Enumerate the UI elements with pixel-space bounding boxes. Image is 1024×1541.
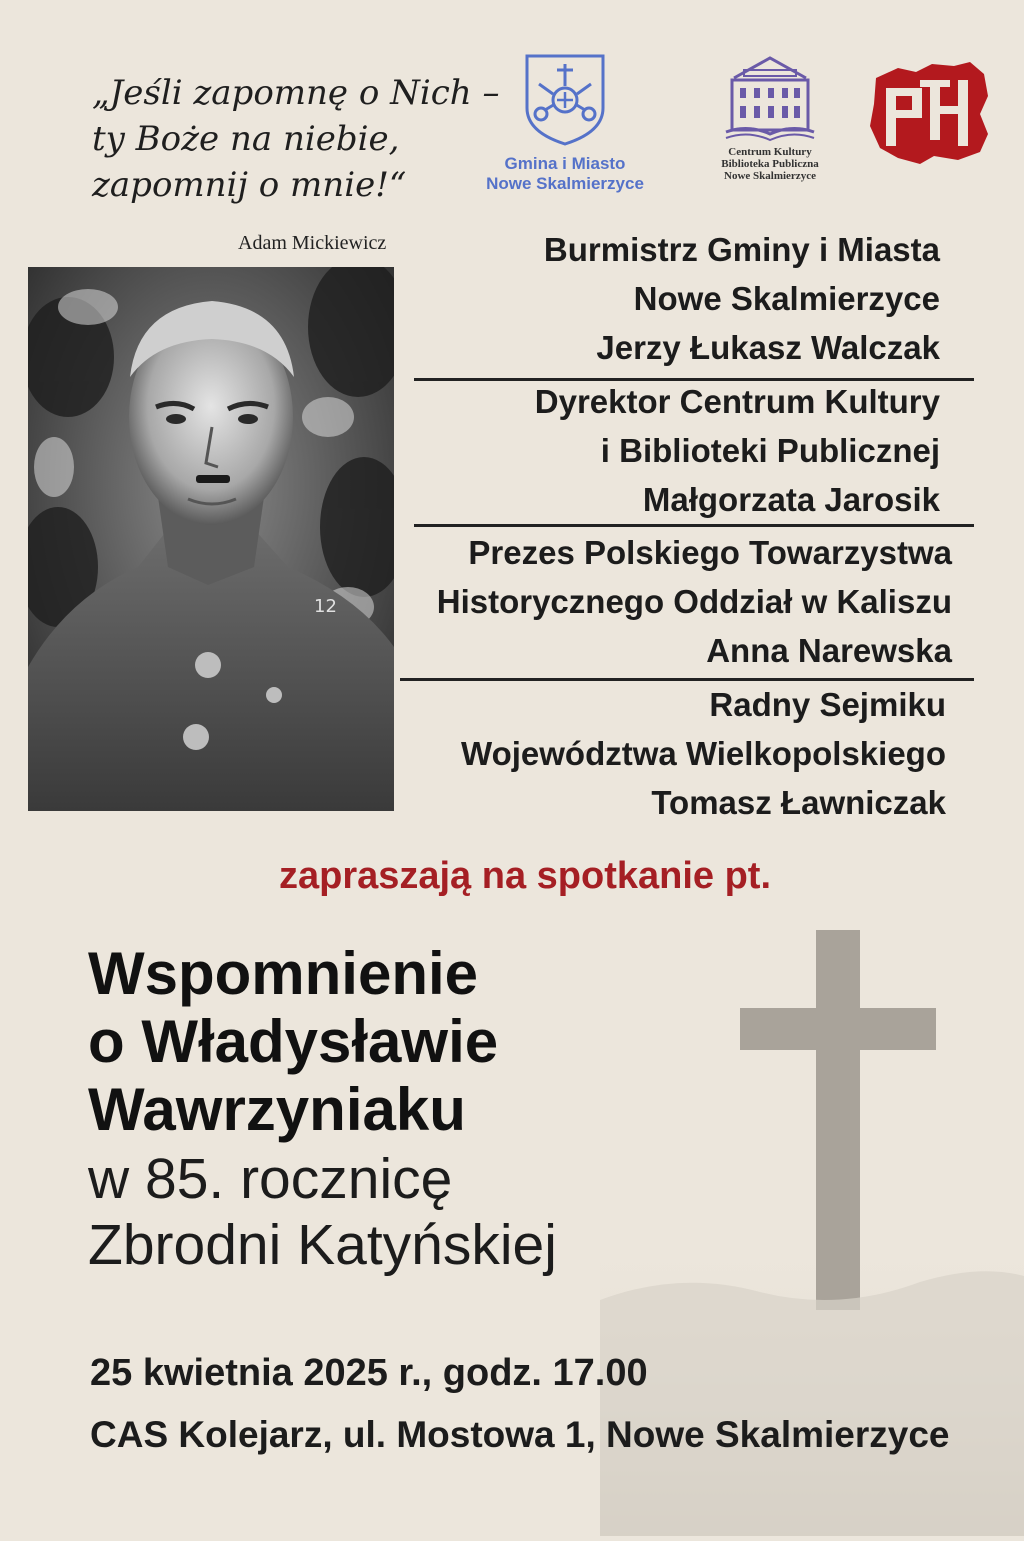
centrum-name-line2: Biblioteka Publiczna	[721, 158, 819, 170]
quote-line: „Jeśli zapomnę o Nich –	[92, 73, 500, 113]
organizer-line: Radny Sejmiku	[709, 686, 946, 723]
event-title	[88, 940, 498, 1144]
title-line: Wawrzyniaku	[88, 1076, 466, 1143]
centrum-kultury-logo	[700, 52, 840, 182]
quote-line: zapomnij o mnie!“	[92, 165, 407, 205]
organizer-line: Jerzy Łukasz Walczak	[596, 329, 940, 366]
pth-poland-map-icon	[862, 56, 992, 168]
quote-line: ty Boże na niebie,	[92, 119, 400, 159]
library-building-icon	[720, 52, 820, 144]
organizer-mayor	[544, 225, 940, 372]
centrum-name-line1: Centrum Kultury	[728, 146, 812, 158]
portrait-photo	[28, 267, 394, 811]
organizer-line: Anna Narewska	[706, 632, 952, 669]
organizer-councillor	[461, 680, 946, 827]
organizer-line: Historycznego Oddział w Kaliszu	[436, 583, 952, 620]
organizer-pth-president	[437, 528, 952, 675]
collar-number: 12	[314, 596, 337, 617]
organizer-line: Małgorzata Jarosik	[642, 481, 940, 518]
organizer-line: Województwa Wielkopolskiego	[461, 735, 946, 772]
centrum-name-line3: Nowe Skalmierzyce	[724, 170, 816, 182]
quote	[92, 70, 500, 208]
organizer-line: i Biblioteki Publicznej	[600, 432, 940, 469]
event-place: CAS Kolejarz, ul. Mostowa 1, Nowe Skalmierzyce	[90, 1414, 950, 1455]
organizer-line: Prezes Polskiego Towarzystwa	[468, 534, 952, 571]
gmina-name-line1: Gmina i Miasto	[504, 154, 626, 173]
organizer-line: Tomasz Ławniczak	[651, 784, 946, 821]
gmina-logo	[470, 50, 660, 194]
divider	[414, 524, 974, 527]
title-line: o Władysławie	[88, 1008, 499, 1075]
subtitle-line: w 85. rocznicę	[88, 1147, 453, 1211]
pth-logo	[862, 56, 992, 168]
title-line: Wspomnienie	[88, 940, 479, 1007]
organizer-line: Dyrektor Centrum Kultury	[534, 383, 940, 420]
quote-author: Adam Mickiewicz	[238, 232, 387, 254]
organizer-line: Burmistrz Gminy i Miasta	[543, 231, 940, 268]
organizer-director	[535, 377, 940, 524]
gmina-name-line2: Nowe Skalmierzyce	[486, 174, 644, 193]
event-subtitle	[88, 1146, 557, 1278]
gmina-crest-icon	[517, 50, 613, 148]
event-date: 25 kwietnia 2025 r., godz. 17.00	[90, 1352, 648, 1394]
subtitle-line: Zbrodni Katyńskiej	[88, 1213, 557, 1277]
invite-text: zapraszają na spotkanie pt.	[278, 855, 772, 897]
organizer-line: Nowe Skalmierzyce	[633, 280, 940, 317]
